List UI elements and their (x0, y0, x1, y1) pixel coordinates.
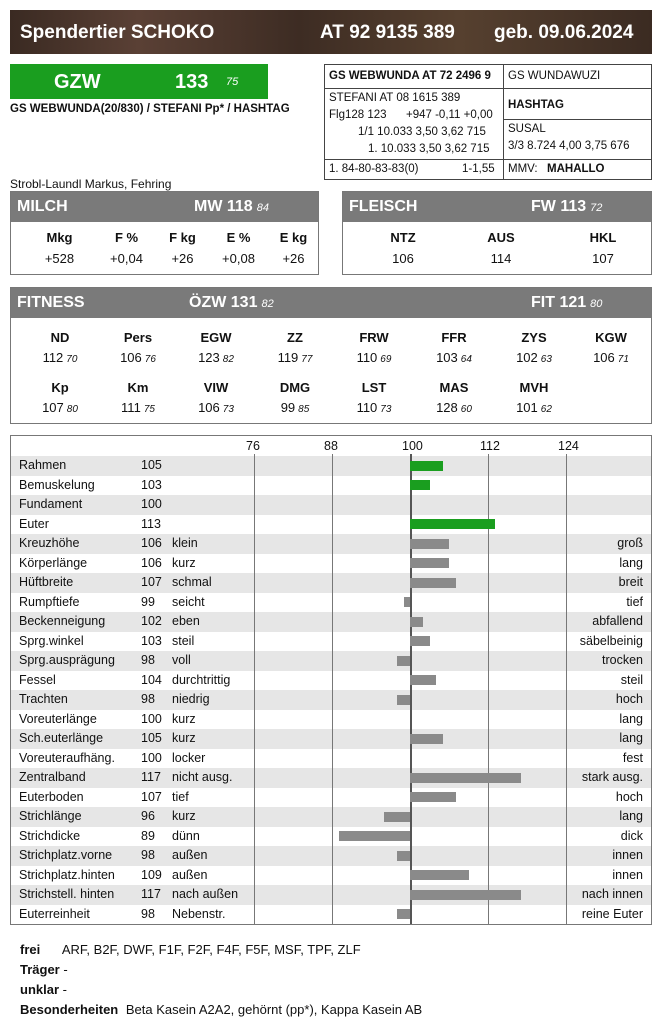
trait-row (11, 573, 651, 593)
trait-low-label: eben (172, 614, 200, 628)
axis-tick-label: 88 (324, 439, 338, 453)
trait-bar (410, 792, 456, 802)
fleisch-head-aus: AUS (487, 230, 515, 245)
fitness-head: ZZ (287, 330, 303, 345)
fleisch-header (343, 192, 651, 222)
trait-bar (397, 909, 410, 919)
fitness-value-rel: 70 (66, 354, 78, 365)
trait-high-label: hoch (615, 692, 643, 706)
fitness-value-rel: 85 (298, 404, 310, 415)
trait-row (11, 846, 651, 866)
trait-value: 113 (141, 516, 161, 531)
ozw-index (189, 294, 274, 312)
trait-row (11, 729, 651, 749)
milch-val-fpct: +0,04 (110, 251, 143, 266)
ozw-value: 131 (230, 294, 258, 311)
fitness-value (419, 400, 489, 415)
besonderheiten-value: Beta Kasein A2A2, gehörnt (pp*), Kappa Kasein AB (125, 1002, 423, 1017)
fitness-panel (10, 287, 652, 424)
trait-value: 103 (141, 477, 162, 492)
trait-high-label: reine Euter (581, 906, 643, 921)
trait-bar (397, 656, 410, 666)
gzw-value: 133 (175, 71, 209, 93)
trait-bar (339, 831, 411, 841)
pedigree-sire: GS WEBWUNDA AT 72 2496 9 (329, 70, 491, 82)
fitness-head: FRW (359, 330, 389, 345)
fit-value: 121 (559, 294, 587, 311)
trait-high-label: abfallend (592, 614, 643, 628)
trait-high-label: lang (619, 809, 643, 823)
fitness-value-number: 111 (121, 400, 141, 415)
trait-low-label: tief (172, 789, 189, 804)
ozw-rel: 82 (261, 298, 274, 310)
trait-high-label: trocken (602, 653, 643, 667)
trait-row (11, 515, 651, 535)
fitness-value-number: 110 (356, 400, 378, 415)
fleisch-index (531, 198, 602, 216)
gridline (566, 454, 567, 924)
trait-value: 98 (141, 906, 155, 921)
trait-high-label: hoch (615, 789, 643, 804)
trait-name: Sprg.ausprägung (19, 653, 115, 667)
trait-row (11, 788, 651, 808)
trait-high-label: innen (612, 867, 643, 882)
trait-name: Fundament (19, 497, 83, 511)
axis-tick-label: 124 (558, 439, 579, 453)
milch-panel (10, 191, 319, 275)
milch-val-fkg: +26 (171, 251, 194, 266)
trait-low-label: nach außen (172, 887, 239, 901)
footer-besonderheiten (20, 1002, 422, 1017)
pedigree-dam-body: 1. 84-80-83-83(0) (329, 163, 419, 175)
milch-head-mkg: Mkg (46, 230, 73, 245)
fitness-value (499, 350, 569, 365)
fitness-head: ND (50, 330, 70, 345)
trait-high-label: breit (618, 575, 643, 589)
fitness-value (260, 350, 330, 365)
trait-row (11, 632, 651, 652)
trait-name: Strichstell. hinten (19, 887, 115, 901)
fitness-head: MAS (439, 380, 469, 395)
pedigree-summary: GS WEBWUNDA(20/830) / STEFANI Pp* / HASHTAG (10, 103, 290, 115)
footer-traeger (20, 962, 68, 977)
trait-bar (410, 675, 436, 685)
trait-value: 98 (141, 653, 155, 667)
milch-val-ekg: +26 (282, 251, 305, 266)
trait-value: 105 (141, 731, 162, 745)
fitness-title: FITNESS (17, 294, 85, 311)
trait-low-label: schmal (172, 575, 212, 589)
trait-value: 100 (141, 750, 162, 765)
ozw-label: ÖZW (189, 294, 227, 311)
fitness-head: VIW (203, 380, 229, 395)
trait-bar (397, 851, 410, 861)
pedigree-table (324, 64, 652, 180)
fitness-value-rel: 80 (66, 404, 78, 415)
frei-label: frei (20, 942, 41, 957)
pedigree-rule (325, 159, 651, 160)
fitness-value (181, 350, 251, 365)
trait-high-label: tief (626, 594, 643, 609)
fitness-head: DMG (279, 380, 311, 395)
fitness-head: Km (127, 380, 149, 395)
trait-name: Hüftbreite (19, 575, 74, 589)
fitness-value-number: 119 (277, 350, 299, 365)
trait-bar (410, 539, 449, 549)
trait-value: 117 (141, 887, 161, 901)
trait-name: Rumpftiefe (19, 594, 80, 609)
trait-bar (410, 773, 521, 783)
trait-bar (410, 870, 469, 880)
trait-high-label: lang (619, 711, 643, 726)
trait-row (11, 671, 651, 691)
fitness-header (11, 288, 651, 318)
trait-value: 89 (141, 828, 155, 843)
besonderheiten-label: Besonderheiten (20, 1002, 119, 1017)
pedigree-dam-dam-lact: 3/3 8.724 4,00 3,75 676 (508, 140, 630, 152)
trait-value: 96 (141, 809, 155, 823)
trait-name: Euter (19, 516, 49, 531)
gzw-label: GZW (54, 71, 101, 93)
trait-name: Strichlänge (19, 809, 82, 823)
trait-bar (410, 558, 449, 568)
trait-name: Körperlänge (19, 555, 88, 570)
milch-index-label: MW (194, 198, 223, 215)
trait-row (11, 905, 651, 925)
fitness-value-number: 128 (436, 400, 458, 415)
unklar-value: - (62, 982, 67, 997)
trait-bar (397, 695, 410, 705)
trait-value: 98 (141, 692, 155, 706)
gridline (254, 454, 255, 924)
trait-low-label: kurz (172, 711, 196, 726)
trait-value: 106 (141, 536, 162, 550)
fitness-value (103, 400, 173, 415)
trait-high-label: dick (620, 828, 643, 843)
trait-name: Voreuterlänge (19, 711, 97, 726)
linear-traits-chart (10, 435, 652, 925)
trait-bar (410, 734, 443, 744)
trait-low-label: steil (172, 633, 195, 648)
trait-row (11, 476, 651, 496)
trait-row (11, 593, 651, 613)
unklar-label: unklar (20, 982, 60, 997)
trait-value: 102 (141, 614, 162, 628)
trait-name: Euterreinheit (19, 906, 90, 921)
mmv-value: MAHALLO (547, 163, 605, 175)
trait-value: 105 (141, 458, 162, 472)
animal-id: AT 92 9135 389 (320, 22, 455, 43)
fitness-value-number: 102 (516, 350, 538, 365)
fitness-head: Kp (51, 380, 69, 395)
fitness-value-number: 106 (593, 350, 615, 365)
milch-index-value: 118 (226, 198, 253, 215)
trait-row (11, 456, 651, 476)
trait-low-label: dünn (172, 828, 200, 843)
fitness-value-number: 123 (198, 350, 220, 365)
trait-high-label: stark ausg. (581, 770, 643, 784)
trait-bar (410, 480, 430, 490)
milch-head-ekg: E kg (279, 230, 308, 245)
gzw-box (10, 64, 268, 99)
fitness-value (339, 350, 409, 365)
gzw-reliability: 75 (226, 76, 239, 88)
trait-low-label: kurz (172, 809, 196, 823)
fitness-head: ZYS (521, 330, 547, 345)
pedigree-dam-lact1: 1/1 10.033 3,50 3,62 715 (358, 126, 486, 138)
traeger-label: Träger (20, 962, 60, 977)
fitness-value-rel: 73 (380, 404, 392, 415)
trait-name: Trachten (19, 692, 68, 706)
traeger-value: - (63, 962, 68, 977)
pedigree-dam: STEFANI AT 08 1615 389 (329, 92, 461, 104)
milch-head-epct: E % (226, 230, 251, 245)
mmv-label: MMV: (508, 163, 538, 175)
trait-row (11, 554, 651, 574)
fleisch-head-ntz: NTZ (390, 230, 416, 245)
trait-bar (410, 578, 456, 588)
footer-frei (20, 942, 361, 957)
fleisch-index-rel: 72 (590, 202, 603, 214)
fitness-value (419, 350, 489, 365)
fitness-head: KGW (595, 330, 627, 345)
trait-low-label: niedrig (172, 692, 210, 706)
fitness-value-rel: 71 (617, 354, 629, 365)
trait-name: Beckenneigung (19, 614, 106, 628)
fitness-value-rel: 63 (540, 354, 552, 365)
footer-unklar (20, 982, 67, 997)
fit-index (531, 294, 602, 312)
pedigree-dam-sire: HASHTAG (508, 99, 565, 111)
trait-name: Fessel (19, 672, 56, 687)
fitness-value-number: 107 (42, 400, 64, 415)
trait-name: Bemuskelung (19, 477, 95, 492)
trait-value: 100 (141, 497, 162, 511)
fitness-value-rel: 77 (301, 354, 313, 365)
trait-bar (410, 890, 521, 900)
trait-high-label: groß (617, 536, 643, 550)
trait-name: Rahmen (19, 458, 67, 472)
trait-high-label: fest (622, 750, 643, 765)
trait-name: Kreuzhöhe (19, 536, 80, 550)
trait-name: Strichplatz.hinten (19, 867, 115, 882)
animal-name: Spendertier SCHOKO (20, 22, 215, 43)
fitness-value (103, 350, 173, 365)
pedigree-dam-flg: Flg128 123 (329, 109, 387, 121)
fit-label: FIT (531, 294, 555, 311)
trait-row (11, 710, 651, 730)
fitness-value-rel: 73 (222, 404, 234, 415)
trait-low-label: klein (172, 536, 198, 550)
trait-row (11, 690, 651, 710)
fitness-value (260, 400, 330, 415)
fitness-head: FFR (441, 330, 467, 345)
trait-low-label: außen (172, 867, 208, 882)
pedigree-dam-calving: 1-1,55 (462, 163, 495, 175)
trait-value: 98 (141, 848, 155, 862)
fitness-value-number: 103 (436, 350, 458, 365)
pedigree-divider (503, 65, 504, 179)
fleisch-val-aus: 114 (490, 251, 512, 266)
trait-low-label: voll (172, 653, 191, 667)
fitness-head: EGW (200, 330, 232, 345)
pedigree-rule (325, 88, 651, 89)
fitness-value-rel: 62 (540, 404, 552, 415)
fitness-value-number: 112 (42, 350, 64, 365)
fleisch-val-hkl: 107 (592, 251, 614, 266)
trait-bar (410, 636, 430, 646)
fitness-value-rel: 76 (144, 354, 156, 365)
fleisch-index-label: FW (531, 198, 556, 215)
trait-low-label: seicht (172, 594, 205, 609)
milch-index (194, 198, 269, 216)
fitness-value (181, 400, 251, 415)
trait-row (11, 768, 651, 788)
fitness-value-number: 106 (120, 350, 142, 365)
trait-row (11, 807, 651, 827)
trait-low-label: locker (172, 750, 206, 765)
trait-name: Voreuteraufhäng. (19, 750, 115, 765)
trait-high-label: lang (619, 555, 643, 570)
milch-head-fkg: F kg (169, 230, 196, 245)
trait-value: 104 (141, 672, 162, 687)
fitness-value-rel: 60 (460, 404, 472, 415)
pedigree-dam-lact2: 1. 10.033 3,50 3,62 715 (368, 143, 490, 155)
trait-name: Strichdicke (19, 828, 81, 843)
fitness-value-number: 110 (356, 350, 378, 365)
fitness-value-rel: 82 (222, 354, 234, 365)
fitness-value-number: 101 (516, 400, 538, 415)
trait-bar (384, 812, 410, 822)
trait-low-label: kurz (172, 555, 196, 570)
gridline (332, 454, 333, 924)
frei-value: ARF, B2F, DWF, F1F, F2F, F4F, F5F, MSF, TPF, ZLF (61, 942, 361, 957)
header-banner (10, 10, 652, 54)
milch-title: MILCH (17, 198, 68, 215)
trait-bar (410, 617, 423, 627)
trait-low-label: nicht ausg. (172, 770, 233, 784)
fitness-head: MVH (519, 380, 549, 395)
milch-val-epct: +0,08 (222, 251, 255, 266)
fitness-head: LST (361, 380, 387, 395)
pedigree-dam-breeding: +947 -0,11 +0,00 (406, 109, 493, 121)
fleisch-head-hkl: HKL (589, 230, 617, 245)
trait-high-label: innen (612, 848, 643, 862)
trait-row (11, 866, 651, 886)
trait-bar (410, 519, 495, 529)
trait-row (11, 495, 651, 515)
axis-tick-label: 112 (480, 439, 500, 453)
trait-row (11, 827, 651, 847)
fitness-value-number: 106 (198, 400, 220, 415)
trait-value: 107 (141, 789, 162, 804)
trait-name: Euterboden (19, 789, 84, 804)
trait-row (11, 651, 651, 671)
fleisch-val-ntz: 106 (392, 251, 414, 266)
trait-value: 106 (141, 555, 162, 570)
fitness-head: Pers (123, 330, 153, 345)
trait-row (11, 885, 651, 905)
milch-val-mkg: +528 (44, 251, 75, 266)
pedigree-sire-sire: GS WUNDAWUZI (508, 70, 601, 82)
fitness-value-rel: 69 (380, 354, 392, 365)
fitness-value (576, 350, 646, 365)
trait-high-label: säbelbeinig (579, 633, 643, 648)
fleisch-title: FLEISCH (349, 198, 418, 215)
axis-tick-label: 100 (402, 439, 423, 453)
trait-low-label: außen (172, 848, 208, 862)
trait-bar (404, 597, 411, 607)
trait-bar (410, 461, 443, 471)
fitness-value (25, 350, 95, 365)
trait-low-label: kurz (172, 731, 196, 745)
trait-value: 103 (141, 633, 162, 648)
trait-value: 100 (141, 711, 162, 726)
fleisch-index-value: 113 (560, 198, 587, 215)
trait-value: 117 (141, 770, 161, 784)
fitness-value-rel: 75 (143, 404, 155, 415)
fitness-value (499, 400, 569, 415)
trait-row (11, 534, 651, 554)
trait-row (11, 749, 651, 769)
pedigree-rule (503, 119, 651, 120)
birth-date: geb. 09.06.2024 (494, 22, 634, 43)
fleisch-panel (342, 191, 652, 275)
fit-rel: 80 (590, 298, 603, 310)
trait-low-label: durchtrittig (172, 672, 231, 687)
trait-value: 109 (141, 867, 162, 882)
fitness-value-rel: 64 (460, 354, 472, 365)
fitness-value-number: 99 (280, 400, 296, 415)
pedigree-dam-dam: SUSAL (508, 123, 546, 135)
fitness-value (25, 400, 95, 415)
trait-low-label: Nebenstr. (172, 906, 226, 921)
trait-high-label: steil (620, 672, 643, 687)
milch-header (11, 192, 318, 222)
milch-index-rel: 84 (256, 202, 269, 214)
trait-name: Strichplatz.vorne (19, 848, 113, 862)
trait-value: 99 (141, 594, 155, 609)
trait-high-label: lang (619, 731, 643, 745)
milch-head-fpct: F % (114, 230, 139, 245)
trait-value: 107 (141, 575, 162, 589)
breeder: Strobl-Laundl Markus, Fehring (10, 177, 172, 191)
trait-name: Sprg.winkel (19, 633, 84, 648)
fitness-value (339, 400, 409, 415)
trait-name: Sch.euterlänge (19, 731, 104, 745)
trait-row (11, 612, 651, 632)
trait-name: Zentralband (19, 770, 86, 784)
trait-high-label: nach innen (581, 887, 643, 901)
axis-tick-label: 76 (246, 439, 260, 453)
